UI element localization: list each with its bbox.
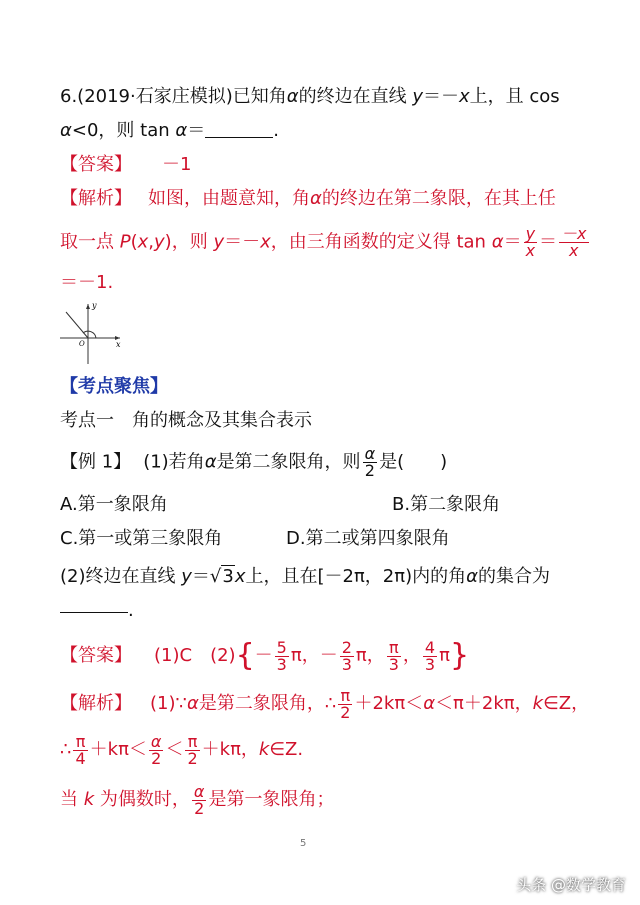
analysis-text: 是第一象限角； [208,789,335,810]
q6-text: ＝－ [423,86,460,107]
fraction-alpha-over-2 [149,731,164,768]
frac-den: x [559,242,588,259]
answer-part-1: (1)C [154,645,193,666]
q6-text: 上，且 cos [469,86,560,107]
frac-den: 2 [340,702,351,722]
x-axis-label: x [116,340,121,349]
right-brace: } [449,638,470,673]
analysis-text: 是第二象限角，∴ [198,693,337,714]
fraction-alpha-over-2 [363,446,378,479]
frac-num: 2 [341,637,352,657]
sqrt-3: √3 [209,566,234,587]
analysis-text: 当 [60,789,84,810]
set-separator: ， [301,645,320,666]
page-number: 5 [300,838,307,849]
question-6-line-1 [60,84,560,110]
frac-num: －x [561,224,587,243]
alpha-symbol: α [204,451,217,473]
analysis-text: 为偶数时， [94,789,190,810]
answer-2 [60,636,469,676]
option-a: A.第一象限角 [60,494,168,515]
kaodian-title: 考点一 角的概念及其集合表示 [60,410,312,431]
fraction-pi-over-4 [73,731,87,768]
alpha-symbol: α [466,566,478,587]
fraction-pi-over-2 [185,731,199,768]
set-pi: π [290,645,302,666]
frac-den: 2 [149,750,164,767]
frac-num: 5 [276,637,287,657]
answer-1 [60,152,191,178]
set-separator: ， [366,645,385,666]
analysis-text: 的终边在第二象限，在其上任 [321,188,556,209]
example-text: (1)若角 [143,451,205,473]
analysis-1-line-3 [60,270,113,296]
frac-num: α [193,781,205,801]
alpha-symbol: α [310,188,322,209]
set-pi: π [439,645,450,666]
alpha-symbol: α [175,120,188,141]
set-fraction [387,637,401,674]
frac-num: π [187,731,198,751]
answer-blank [205,119,273,138]
analysis-tag: 【解析】 [60,693,132,714]
period: . [128,600,134,621]
fraction-alpha-over-2 [192,781,207,818]
origin-label: O [79,340,85,348]
set-sign: － [319,645,338,666]
example-text: 是( ) [379,451,448,473]
analysis-2-line-2 [60,730,303,770]
var-x: x [260,231,271,253]
set-fraction [423,637,437,674]
y-axis-label: y [92,301,97,310]
var-y: y [213,231,225,253]
question-6-line-2 [60,118,279,144]
var-k: k [83,789,95,810]
option-d: D.第二或第四象限角 [286,528,450,549]
example-1-q2 [60,564,550,590]
answer-blank-2 [60,612,128,613]
frac-den: 2 [363,462,378,479]
analysis-text: ＜π＋2kπ， [435,693,533,714]
analysis-text: 如图，由题意知，角 [148,188,310,209]
alpha-symbol: α [423,693,436,714]
option-c: C.第一或第三象限角 [60,528,223,549]
q6-text: ＝ [187,120,206,141]
frac-num: y [525,224,536,243]
frac-den: 2 [192,800,207,817]
example-1-q1 [60,446,447,479]
frac-den: 3 [341,654,352,674]
analysis-text: ＋2kπ＜ [354,693,424,714]
analysis-text: (1)∵ [150,693,187,714]
example-text: 上，且在[－2π，2π)内的角 [245,566,467,587]
var-x: x [459,86,470,107]
alpha-symbol: α [60,120,72,141]
point-P: P [119,231,131,253]
equals: ＝ [539,231,558,253]
y-axis-arrow [86,304,90,309]
analysis-tag: 【解析】 [60,188,132,209]
coordinate-figure [58,298,124,366]
analysis-text: ，由三角函数的定义得 tan [270,231,492,253]
q6-text: 6.(2019·石家庄模拟)已知角 [60,86,287,107]
q6-text: . [273,120,279,141]
answer-value: －1 [162,154,192,175]
terminal-side [66,312,88,338]
comma: , [148,231,155,253]
frac-den: 3 [424,654,436,674]
example-text: 是第二象限角，则 [216,451,361,473]
var-y: y [181,566,192,587]
frac-den: 4 [75,748,86,768]
angle-set [254,637,450,674]
analysis-2-line-3 [60,780,334,820]
fraction-negx-over-x [559,226,588,259]
frac-num: α [150,731,162,751]
frac-den: 3 [388,654,399,674]
q6-text: <0，则 tan [71,120,176,141]
var-k: k [258,739,270,760]
analysis-text: ∴ [60,739,72,760]
radicand: 3 [222,566,234,587]
frac-num: π [75,731,86,751]
frac-num: α [364,444,376,463]
q6-text: 的终边在直线 [298,86,407,107]
less-than: ＜ [165,739,184,760]
var-y: y [412,86,424,107]
fraction-y-over-x [524,226,537,259]
alpha-symbol: α [186,693,199,714]
paren: ) [164,231,172,253]
set-sign: － [254,645,273,666]
equals: ＝ [191,566,210,587]
example-text: 的集合为 [477,566,550,587]
analysis-text: 取一点 [60,231,120,253]
frac-den: 2 [187,748,198,768]
watermark: 头条 @数学教育 [516,876,626,894]
fraction-pi-over-2 [338,685,352,722]
frac-den: x [525,241,536,260]
analysis-1-line-2 [60,226,591,259]
var-k: k [532,693,544,714]
analysis-text: ，则 [171,231,214,253]
alpha-symbol: α [286,86,299,107]
analysis-text: ∈Z. [269,739,304,760]
frac-den: 3 [276,654,287,674]
set-fraction [275,637,289,674]
example-tag: 【例 1】 [60,451,132,473]
set-separator: ， [402,645,421,666]
answer-tag: 【答案】 [60,154,132,175]
analysis-2-line-1 [60,684,589,724]
equals: ＝ [503,231,522,253]
set-pi: π [355,645,367,666]
var-y: y [154,231,165,253]
analysis-text: ＝－ [224,231,261,253]
left-brace: { [235,638,255,673]
analysis-1-line-1 [60,186,556,212]
analysis-text: ＋kπ， [201,739,259,760]
analysis-text: ＝－1. [60,272,114,293]
var-x: x [137,231,149,253]
frac-num: 4 [424,637,436,657]
set-fraction [340,637,354,674]
analysis-text: ＋kπ＜ [89,739,147,760]
answer-tag: 【答案】 [60,645,132,666]
option-b: B.第二象限角 [392,494,501,515]
var-x: x [234,566,246,587]
section-tag: 【考点聚焦】 [60,376,168,397]
frac-num: π [340,685,351,705]
alpha-symbol: α [491,231,504,253]
example-text: (2)终边在直线 [60,566,182,587]
answer-part-2: (2) [210,645,236,666]
analysis-text: ∈Z， [543,693,590,714]
frac-num: π [389,637,399,657]
paren: ( [130,231,138,253]
